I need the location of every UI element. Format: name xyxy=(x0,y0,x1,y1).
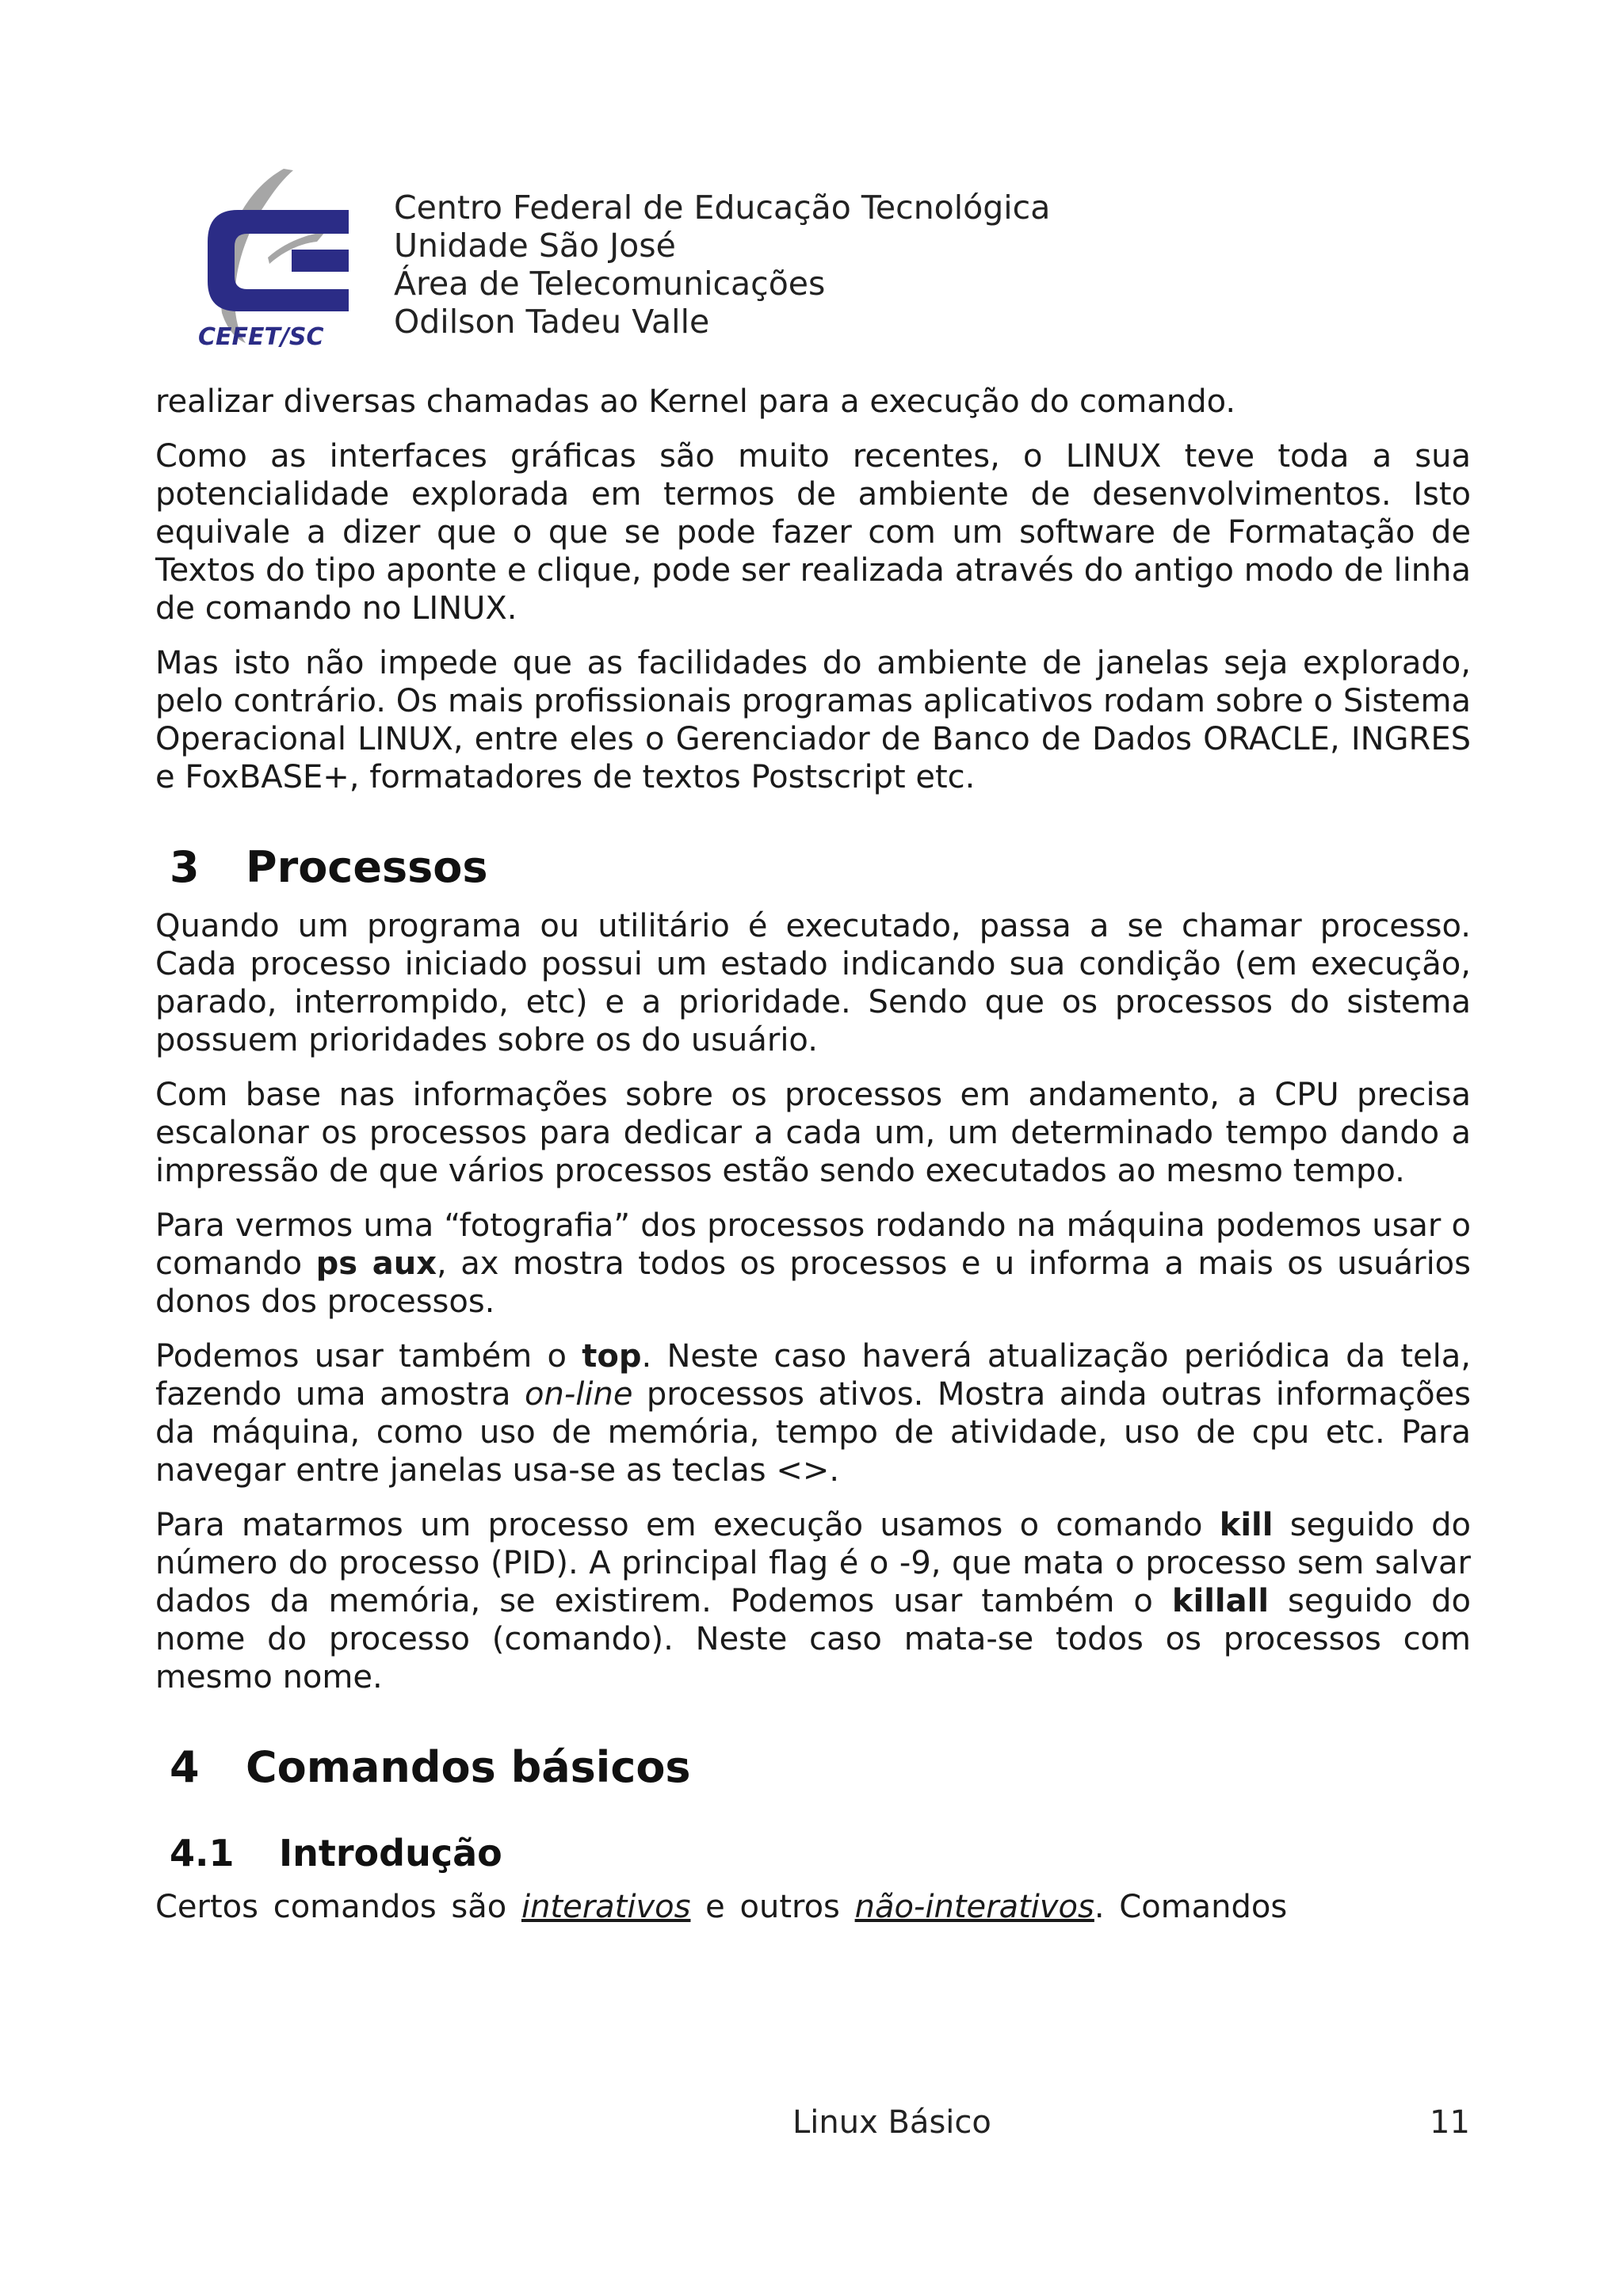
paragraph-ps-aux xyxy=(155,1207,1471,1321)
subsection-heading-introducao xyxy=(170,1831,1471,1875)
paragraph-janelas: Mas isto não impede que as facilidades do ambiente de janelas seja explorado, pelo contrário. Os mais profissionais programas aplicativos rodam sobre o Sistema Operacional LINUX, entre eles o Gerenciador de Banco de Dados ORACLE, INGRES e FoxBASE+, formatadores de textos Postscript etc. xyxy=(155,645,1471,795)
section-heading-comandos-basicos xyxy=(170,1742,1471,1793)
logo-text: CEFET/SC xyxy=(198,323,324,351)
section-number: 3 xyxy=(170,842,200,892)
text-run: , ax mostra todos os processos e u informa a mais os usuários donos dos processos. xyxy=(155,1245,1471,1320)
term-nao-interativos: não-interativos xyxy=(854,1889,1094,1925)
section-title: Comandos básicos xyxy=(246,1742,691,1792)
paragraph-kill xyxy=(155,1506,1471,1696)
text-run: Certos comandos são xyxy=(155,1889,521,1925)
command-ps-aux: ps aux xyxy=(315,1245,437,1282)
header-institution xyxy=(394,189,1050,341)
command-kill: kill xyxy=(1219,1507,1274,1543)
paragraph-top xyxy=(155,1337,1471,1489)
term-on-line: on-line xyxy=(525,1376,633,1413)
text-run: . Comandos xyxy=(1094,1889,1288,1925)
command-top: top xyxy=(582,1338,642,1375)
header-line-area: Área de Telecomunicações xyxy=(394,265,826,303)
subsection-number: 4.1 xyxy=(170,1832,235,1875)
cefet-sc-logo xyxy=(190,162,380,353)
header-line-institution: Centro Federal de Educação Tecnológica xyxy=(394,189,1051,227)
text-run: Para matarmos um processo em execução usamos o comando xyxy=(155,1507,1220,1543)
text-run: seguido do nome do processo (comando). Neste caso mata-se todos os processos com mesmo nome. xyxy=(155,1583,1472,1695)
section-number: 4 xyxy=(170,1742,200,1792)
footer-document-title: Linux Básico xyxy=(792,2104,991,2141)
footer-page-number: 11 xyxy=(1430,2104,1470,2141)
section-title: Processos xyxy=(246,842,488,892)
text-run: seguido do número do processo (PID). A principal flag é o -9, que mata o processo sem salvar dados da memória, se existirem. Podemos usar também o xyxy=(155,1507,1471,1619)
paragraph-escalonamento: Com base nas informações sobre os processos em andamento, a CPU precisa escalonar os processos para dedicar a cada um, um determinado tempo dando a impressão de que vários processos estão sendo executados ao mesmo tempo. xyxy=(155,1077,1471,1189)
term-interativos: interativos xyxy=(521,1889,691,1925)
paragraph-processo-definicao: Quando um programa ou utilitário é executado, passa a se chamar processo. Cada processo iniciado possui um estado indicando sua condição (em execução, parado, interrompido, etc) e a prioridade. Sendo que os processos do sistema possuem prioridades sobre os do usuário. xyxy=(155,908,1471,1058)
text-run: Para vermos uma “fotografia” dos processos rodando na máquina podemos usar o comando xyxy=(155,1207,1471,1282)
paragraph-kernel: realizar diversas chamadas ao Kernel para a execução do comando. xyxy=(155,383,1236,420)
subsection-title: Introdução xyxy=(279,1832,502,1875)
header-line-author: Odilson Tadeu Valle xyxy=(394,303,710,341)
command-killall: killall xyxy=(1171,1583,1270,1619)
text-run: Podemos usar também o xyxy=(155,1338,582,1375)
section-heading-processos xyxy=(170,842,1471,893)
text-run: processos ativos. Mostra ainda outras informações da máquina, como uso de memória, tempo de atividade, uso de cpu etc. Para navegar entre janelas usa-se as teclas <>. xyxy=(155,1376,1471,1489)
header-line-unit: Unidade São José xyxy=(394,227,676,265)
document-body xyxy=(155,383,1471,1943)
text-run: e outros xyxy=(690,1889,855,1925)
paragraph-interativos xyxy=(155,1888,1471,1926)
text-run: . Neste caso haverá atualização periódica da tela, fazendo uma amostra xyxy=(155,1338,1471,1413)
paragraph-interfaces: Como as interfaces gráficas são muito recentes, o LINUX teve toda a sua potencialidade explorada em termos de ambiente de desenvolvimentos. Isto equivale a dizer que o que se pode fazer com um software de Formatação de Textos do tipo aponte e clique, pode ser realizada através do antigo modo de linha de comando no LINUX. xyxy=(155,438,1471,627)
